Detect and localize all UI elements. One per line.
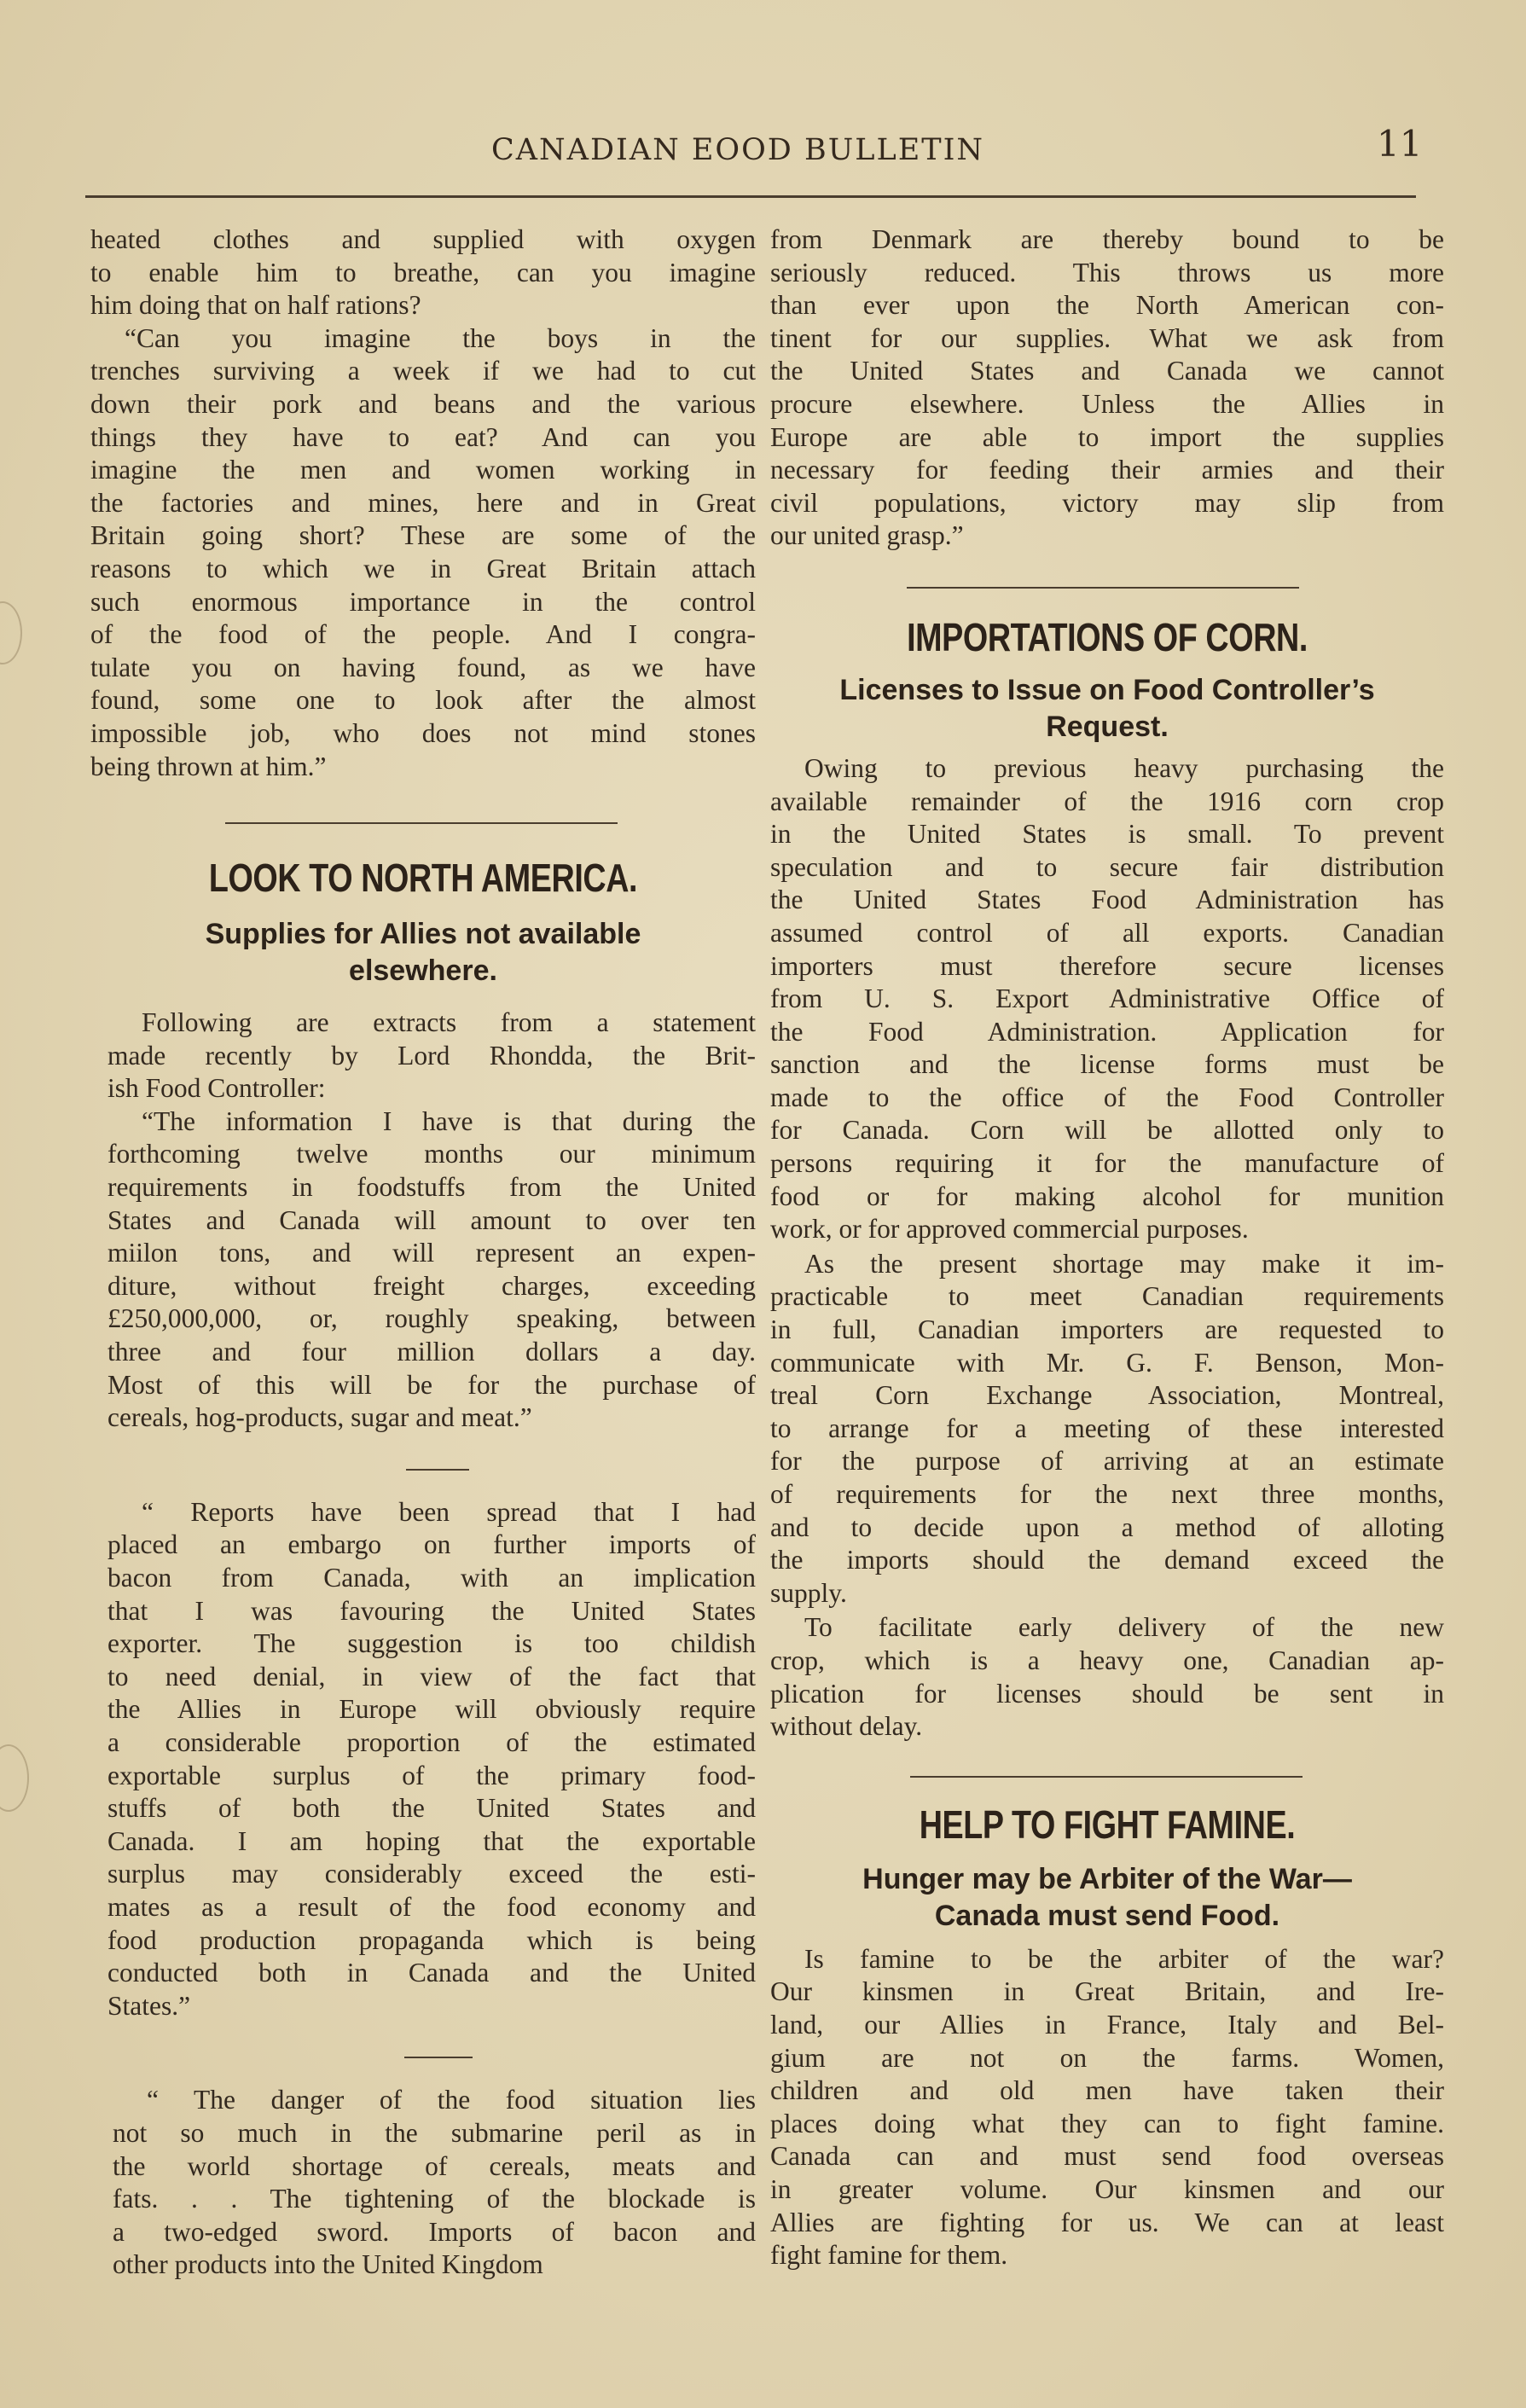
text-line: other products into the United Kingdom xyxy=(113,2249,543,2280)
text-line: Owing to previous heavy purchasing the xyxy=(804,752,1444,783)
section-divider xyxy=(910,1776,1303,1778)
continuation-paragraph xyxy=(770,223,1444,553)
binding-hole-mark xyxy=(0,601,22,664)
subhead-line: Licenses to Issue on Food Controller’s xyxy=(839,673,1375,706)
right-column xyxy=(770,223,1444,2272)
text-line: than ever upon the North American con- xyxy=(770,290,1444,321)
text-line: places doing what they can to fight famine. xyxy=(770,2108,1444,2138)
text-line: diture, without freight charges, exceeding xyxy=(107,1270,756,1301)
text-line: communicate with Mr. G. F. Benson, Mon- xyxy=(770,1347,1444,1378)
text-line: surplus may considerably exceed the esti- xyxy=(107,1859,756,1889)
subhead-line: Supplies for Allies not available xyxy=(205,918,641,951)
text-line: mates as a result of the food economy and xyxy=(107,1891,756,1922)
text-line: the Food Administration. Application for xyxy=(770,1016,1444,1047)
text-line: trenches surviving a week if we had to cut xyxy=(90,356,756,386)
text-line: for Canada. Corn will be allotted only to xyxy=(770,1115,1444,1146)
text-line: procure elsewhere. Unless the Allies in xyxy=(770,388,1444,419)
page-number: 11 xyxy=(1377,123,1423,165)
text-line: fats. . . The tightening of the blockade is xyxy=(113,2184,756,2214)
text-line: speculation and to secure fair distribution xyxy=(770,851,1444,882)
text-line: miilon tons, and will represent an expen- xyxy=(107,1238,756,1268)
text-line: the Allies in Europe will obviously require xyxy=(107,1694,756,1725)
paragraph-divider xyxy=(404,2057,473,2058)
running-head: CANADIAN EOOD BULLETIN xyxy=(491,133,985,167)
text-line: from Denmark are thereby bound to be xyxy=(770,224,1444,254)
text-line: food production propaganda which is being xyxy=(107,1924,756,1955)
text-line: work, or for approved commercial purposes. xyxy=(770,1214,1249,1245)
corn-paragraph-1 xyxy=(770,752,1444,1246)
section-subhead-north-america xyxy=(90,916,756,989)
text-line: practicable to meet Canadian requirements xyxy=(770,1281,1444,1312)
text-line: of the food of the people. And I congra- xyxy=(90,619,756,650)
text-line: States and Canada will amount to over ten xyxy=(107,1204,756,1235)
text-line: in greater volume. Our kinsmen and our xyxy=(770,2173,1444,2204)
text-line: Most of this will be for the purchase of xyxy=(107,1369,756,1400)
text-line: Is famine to be the arbiter of the war? xyxy=(804,1943,1444,1974)
text-line: from U. S. Export Administrative Office of xyxy=(770,984,1444,1014)
text-line: to arrange for a meeting of these interested xyxy=(770,1413,1444,1443)
text-line: “The information I have is that during the xyxy=(142,1105,756,1136)
text-line: gium are not on the farms. Women, xyxy=(770,2042,1444,2073)
text-line: our united grasp.” xyxy=(770,520,964,551)
text-line: exportable surplus of the primary food- xyxy=(107,1760,756,1790)
text-line: civil populations, victory may slip from xyxy=(770,487,1444,518)
text-line: Following are extracts from a statement xyxy=(142,1007,756,1038)
text-line: three and four million dollars a day. xyxy=(107,1337,756,1367)
text-line: to need denial, in view of the fact that xyxy=(107,1661,756,1691)
intro-paragraph xyxy=(90,223,756,783)
text-line: made recently by Lord Rhondda, the Brit- xyxy=(107,1040,756,1071)
text-line: being thrown at him.” xyxy=(90,751,327,781)
text-line: stuffs of both the United States and xyxy=(107,1793,756,1824)
text-line: to enable him to breathe, can you imagine xyxy=(90,257,756,287)
text-line: assumed control of all exports. Canadian xyxy=(770,917,1444,948)
north-america-paragraph-3 xyxy=(90,2084,756,2282)
section-subhead-famine xyxy=(770,1861,1444,1935)
text-line: crop, which is a heavy one, Canadian ap- xyxy=(770,1645,1444,1675)
text-line: “Can you imagine the boys in the xyxy=(125,322,756,353)
text-line: necessary for feeding their armies and their xyxy=(770,455,1444,485)
text-line: the world shortage of cereals, meats and xyxy=(113,2150,756,2181)
text-line: plication for licenses should be sent in xyxy=(770,1678,1444,1709)
text-line: such enormous importance in the control xyxy=(90,586,756,617)
text-line: £250,000,000, or, roughly speaking, between xyxy=(107,1303,756,1334)
text-line: without delay. xyxy=(770,1711,923,1742)
text-line: ish Food Controller: xyxy=(107,1073,326,1104)
subhead-line: Canada must send Food. xyxy=(934,1899,1280,1932)
text-line: Britain going short? These are some of the xyxy=(90,520,756,551)
section-divider xyxy=(907,587,1299,589)
section-title-north-america: LOOK TO NORTH AMERICA. xyxy=(208,856,638,901)
corn-paragraph-3 xyxy=(770,1611,1444,1743)
text-line: treal Corn Exchange Association, Montreal, xyxy=(770,1380,1444,1411)
left-column xyxy=(90,223,756,2282)
text-line: bacon from Canada, with an implication xyxy=(107,1563,756,1593)
text-line: food or for making alcohol for munition xyxy=(770,1181,1444,1211)
corn-paragraph-2 xyxy=(770,1248,1444,1610)
section-title-famine: HELP TO FIGHT FAMINE. xyxy=(919,1802,1296,1847)
text-line: imagine the men and women working in xyxy=(90,455,756,485)
text-line: cereals, hog-products, sugar and meat.” xyxy=(107,1402,532,1433)
text-line: exporter. The suggestion is too childish xyxy=(107,1628,756,1659)
text-line: of requirements for the next three months, xyxy=(770,1479,1444,1509)
text-line: and to decide upon a method of alloting xyxy=(770,1512,1444,1542)
north-america-paragraph-1 xyxy=(90,1007,756,1435)
text-line: To facilitate early delivery of the new xyxy=(804,1612,1444,1643)
text-line: made to the office of the Food Controller xyxy=(770,1082,1444,1112)
text-line: Allies are fighting for us. We can at least xyxy=(770,2207,1444,2237)
binding-hole-mark xyxy=(0,1744,29,1812)
paragraph-divider xyxy=(406,1469,469,1471)
section-subhead-corn xyxy=(770,672,1444,746)
text-line: Europe are able to import the supplies xyxy=(770,421,1444,452)
text-line: the imports should the demand exceed the xyxy=(770,1545,1444,1575)
text-line: placed an embargo on further imports of xyxy=(107,1529,756,1560)
text-line: seriously reduced. This throws us more xyxy=(770,257,1444,287)
text-line: found, some one to look after the almost xyxy=(90,685,756,716)
text-line: land, our Allies in France, Italy and Bel- xyxy=(770,2009,1444,2040)
text-line: fight famine for them. xyxy=(770,2240,1008,2271)
text-line: in full, Canadian importers are requested to xyxy=(770,1314,1444,1345)
text-line: children and old men have taken their xyxy=(770,2075,1444,2106)
text-line: impossible job, who does not mind stones xyxy=(90,717,756,748)
text-line: for the purpose of arriving at an estimate xyxy=(770,1446,1444,1477)
text-line: in the United States is small. To prevent xyxy=(770,819,1444,850)
text-line: conducted both in Canada and the United xyxy=(107,1958,756,1988)
famine-paragraph-1 xyxy=(770,1943,1444,2272)
text-line: forthcoming twelve months our minimum xyxy=(107,1139,756,1169)
text-line: supply. xyxy=(770,1577,847,1608)
text-line: a two-edged sword. Imports of bacon and xyxy=(113,2216,756,2247)
text-line: the United States and Canada we cannot xyxy=(770,356,1444,386)
text-line: a considerable proportion of the estimated xyxy=(107,1726,756,1757)
text-line: Canada. I am hoping that the exportable xyxy=(107,1825,756,1856)
section-title-corn: IMPORTATIONS OF CORN. xyxy=(907,614,1308,659)
text-line: available remainder of the 1916 corn crop xyxy=(770,786,1444,816)
text-line: that I was favouring the United States xyxy=(107,1595,756,1626)
text-line: “ Reports have been spread that I had xyxy=(142,1496,756,1527)
text-line: the factories and mines, here and in Great xyxy=(90,487,756,518)
text-line: Our kinsmen in Great Britain, and Ire- xyxy=(770,1976,1444,2007)
text-line: Canada can and must send food overseas xyxy=(770,2141,1444,2172)
text-line: As the present shortage may make it im- xyxy=(804,1248,1444,1279)
text-line: down their pork and beans and the various xyxy=(90,388,756,419)
subhead-line: elsewhere. xyxy=(349,954,497,988)
subhead-line: Request. xyxy=(1046,710,1169,743)
text-line: “ The danger of the food situation lies xyxy=(147,2085,756,2115)
text-line: importers must therefore secure licenses xyxy=(770,950,1444,981)
text-line: not so much in the submarine peril as in xyxy=(113,2117,756,2148)
text-line: him doing that on half rations? xyxy=(90,290,421,321)
section-divider xyxy=(225,822,618,824)
text-line: the United States Food Administration has xyxy=(770,885,1444,915)
header-rule xyxy=(85,195,1416,198)
text-line: sanction and the license forms must be xyxy=(770,1049,1444,1080)
text-line: States.” xyxy=(107,1990,191,2021)
text-line: heated clothes and supplied with oxygen xyxy=(90,224,756,254)
text-line: persons requiring it for the manufacture of xyxy=(770,1148,1444,1179)
text-line: requirements in foodstuffs from the United xyxy=(107,1172,756,1203)
subhead-line: Hunger may be Arbiter of the War— xyxy=(862,1862,1352,1895)
text-line: tinent for our supplies. What we ask from xyxy=(770,322,1444,353)
text-line: tulate you on having found, as we have xyxy=(90,652,756,682)
text-line: things they have to eat? And can you xyxy=(90,421,756,452)
text-line: reasons to which we in Great Britain attach xyxy=(90,553,756,583)
north-america-paragraph-2 xyxy=(90,1496,756,2023)
